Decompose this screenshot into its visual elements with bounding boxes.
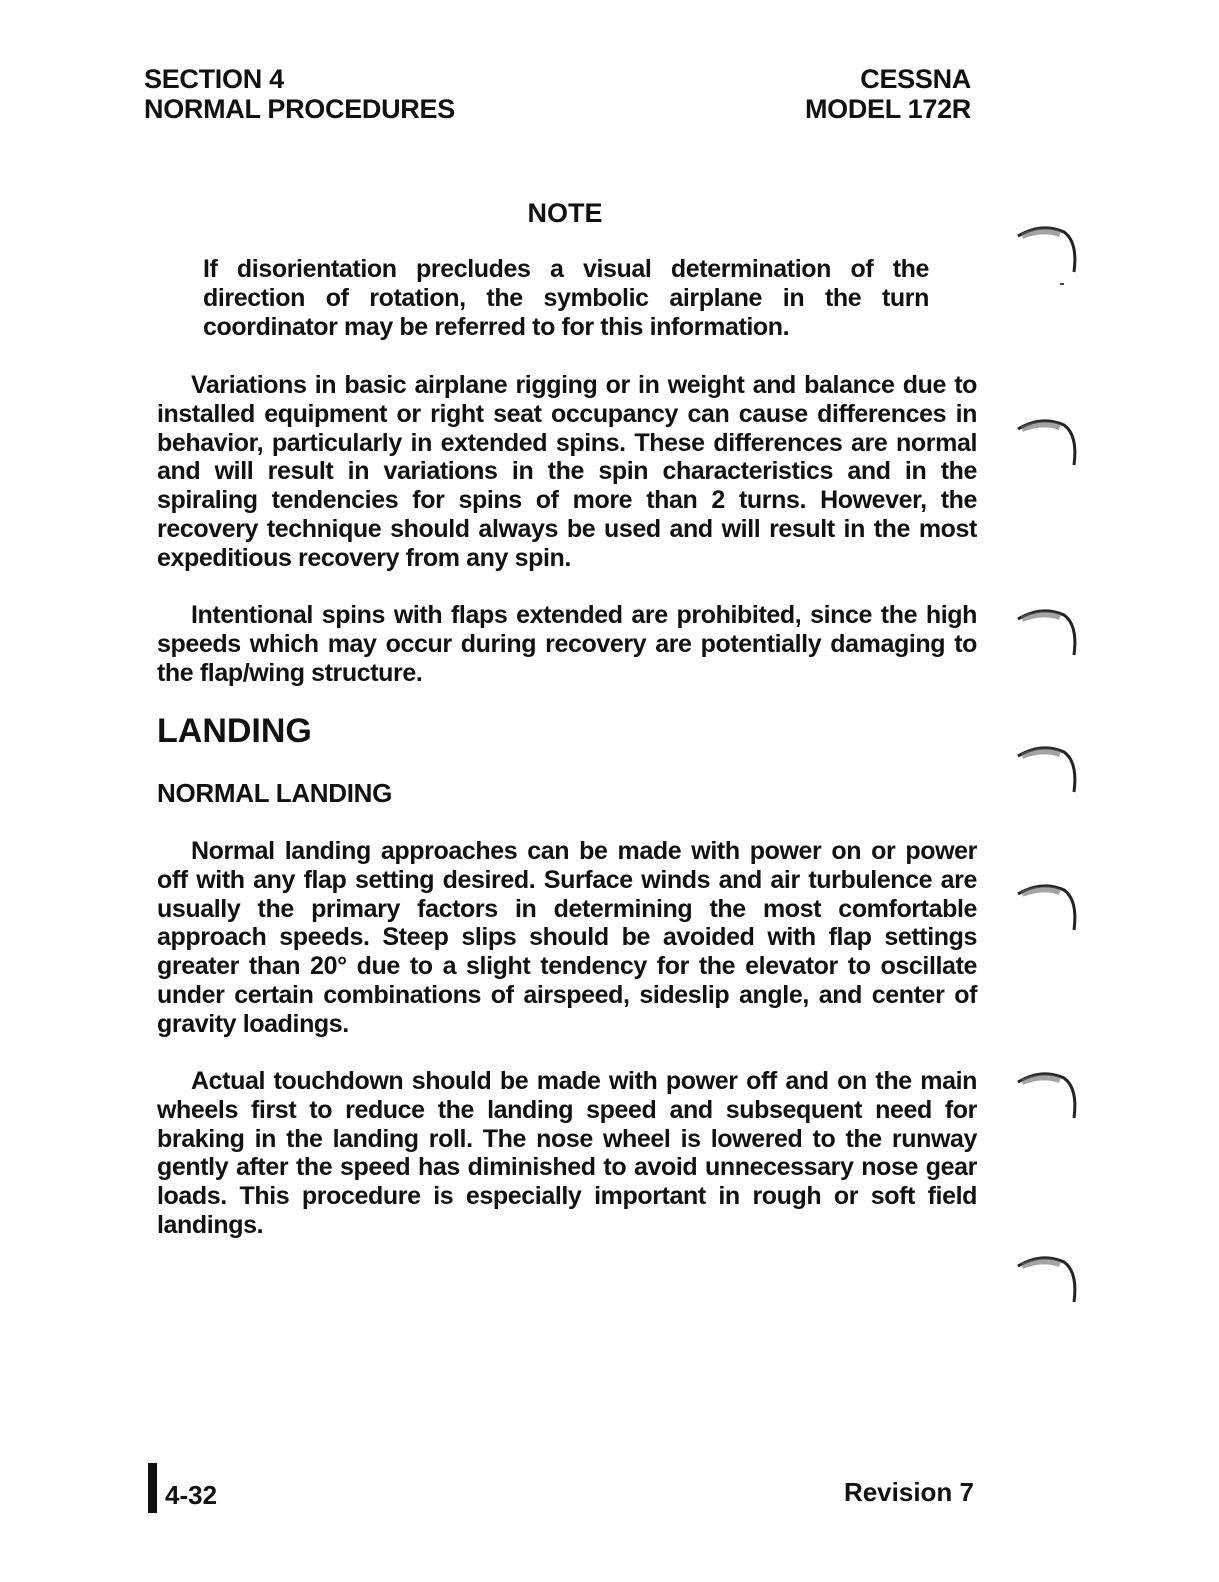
- binder-ring-icon: [1012, 1250, 1092, 1314]
- subsection-heading: NORMAL LANDING: [157, 778, 393, 808]
- binder-ring-icon: [1012, 603, 1092, 667]
- binder-ring-icon: [1012, 413, 1092, 477]
- note-text: If disorientation precludes a visual determination of the direction of rotation, the symbolic airplane in the turn coordinator may be referred to for this information.: [203, 255, 929, 341]
- section-number: SECTION 4: [144, 64, 284, 94]
- section-heading: LANDING: [157, 712, 312, 750]
- paragraph-rigging-variations: Variations in basic airplane rigging or in weight and balance due to installed equipment or right seat occupancy can cause differences in behavior, particularly in extended spins. These differences are normal and will result in variations in the spin characteristics and in the spiraling tendencies for spins of more than 2 turns. However, the recovery technique should always be used and will result in the most expeditious recovery from any spin.: [157, 371, 977, 572]
- section-title: NORMAL PROCEDURES: [144, 94, 455, 124]
- note-title: NOTE: [527, 198, 603, 228]
- revision-bar: [148, 1463, 157, 1513]
- binder-ring-icon: [1012, 1066, 1092, 1130]
- page-header-right: [805, 64, 971, 124]
- page-number: 4-32: [165, 1480, 218, 1510]
- paragraph-landing-approaches: Normal landing approaches can be made with power on or power off with any flap setting desired. Surface winds and air turbulence are usually the primary factors in determining the most comfortable approach speeds. Steep slips should be avoided with flap settings greater than 20° due to a slight tendency for the elevator to oscillate under certain combinations of airspeed, sideslip angle, and center of gravity loadings.: [157, 837, 977, 1038]
- paragraph-intentional-spins: Intentional spins with flaps extended are prohibited, since the high speeds which may occur during recovery are potentially damaging to the flap/wing structure.: [157, 601, 977, 687]
- binder-ring-icon: [1012, 740, 1092, 804]
- page-header-left: [144, 64, 455, 124]
- binder-ring-icon: [1012, 222, 1092, 286]
- paragraph-touchdown: Actual touchdown should be made with power off and on the main wheels first to reduce the landing speed and subsequent need for braking in the landing roll. The nose wheel is lowered to the runway gently after the speed has diminished to avoid unnecessary nose gear loads. This procedure is especially important in rough or soft field landings.: [157, 1067, 977, 1239]
- manufacturer: CESSNA: [860, 64, 971, 94]
- binder-ring-icon: [1012, 878, 1092, 942]
- revision-label: Revision 7: [843, 1477, 974, 1507]
- model-name: MODEL 172R: [804, 94, 971, 124]
